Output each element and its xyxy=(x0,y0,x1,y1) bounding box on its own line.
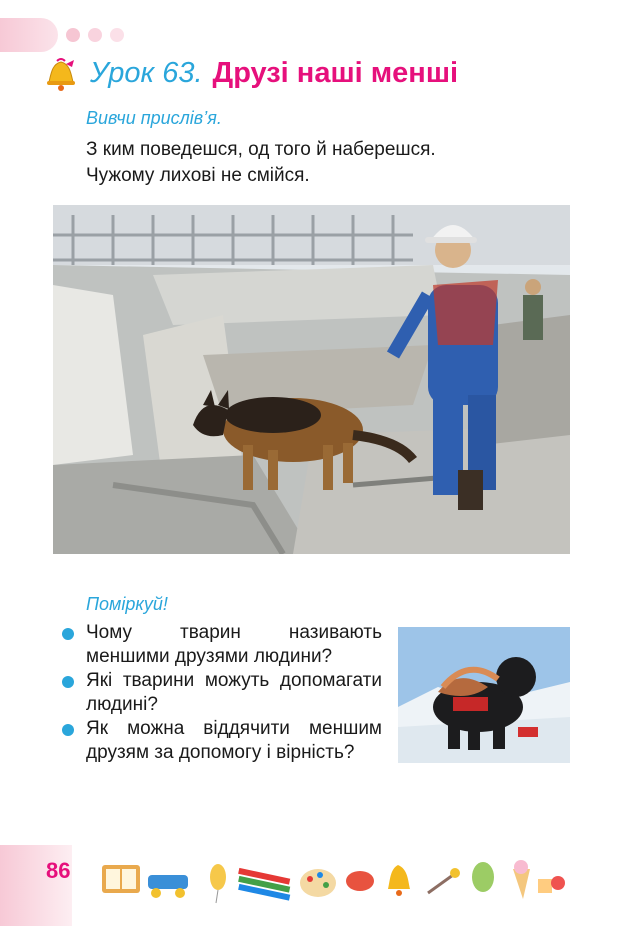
decor-dot xyxy=(88,28,102,42)
question-text: Які тварини можуть допомагати людині? xyxy=(86,670,382,715)
decor-dot xyxy=(110,28,124,42)
list-item xyxy=(62,717,382,765)
lesson-name: Друзі наші менші xyxy=(212,57,459,89)
newfoundland-dog-photo xyxy=(398,627,570,763)
decor-dot xyxy=(66,28,80,42)
lesson-title xyxy=(90,55,458,91)
page-number: 86 xyxy=(46,858,71,883)
proverb-line: Чужому лихові не смійся. xyxy=(86,165,310,186)
question-text: Як можна віддячити меншим друзям за допомогу і вірність? xyxy=(86,718,382,763)
bullet-icon xyxy=(62,724,74,736)
rescue-dog-photo xyxy=(53,205,570,554)
bell-icon xyxy=(44,58,78,94)
lesson-number: Урок 63. xyxy=(90,57,203,89)
bullet-icon xyxy=(62,628,74,640)
proverbs-heading: Вивчи прислів’я. xyxy=(86,108,222,128)
proverb-line: З ким поведешся, од того й наберешся. xyxy=(86,139,436,160)
list-item xyxy=(62,669,382,717)
think-heading: Поміркуй! xyxy=(86,594,168,614)
corner-tab-decoration xyxy=(0,18,58,52)
toys-border-decoration xyxy=(98,855,568,905)
questions-list xyxy=(62,621,382,765)
list-item xyxy=(62,621,382,669)
bullet-icon xyxy=(62,676,74,688)
question-text: Чому тварин називають меншими друзями людини? xyxy=(86,622,382,667)
